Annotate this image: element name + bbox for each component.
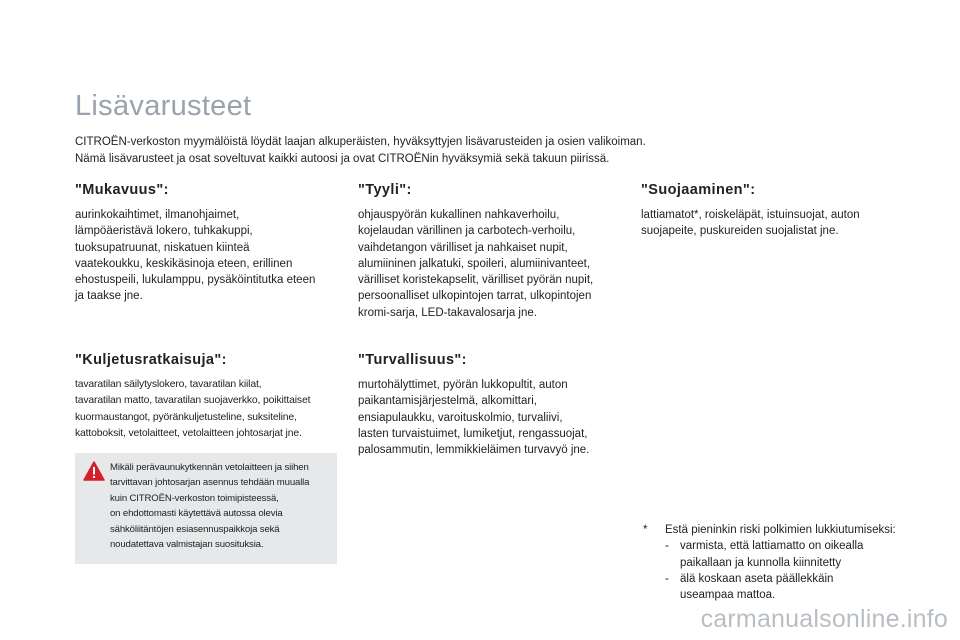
section-line: vaatekoukku, keskikäsinoja eteen, erillinen <box>75 257 293 270</box>
section-line: tavaratilan säilytyslokero, tavaratilan kiilat, <box>75 379 262 390</box>
warning-line: tarvittavan johtosarjan asennus tehdään muualla <box>110 477 310 489</box>
section-kuljetusratkaisuja <box>75 352 345 442</box>
footnote-dash: - <box>665 572 669 585</box>
section-heading: "Tyyli": <box>358 182 412 198</box>
section-line: alumiininen jalkatuki, spoileri, alumiinivanteet, <box>358 257 591 270</box>
warning-line: kuin CITROËN-verkoston toimipisteessä, <box>110 492 279 504</box>
footnote-asterisk: * <box>643 524 648 536</box>
section-heading: "Turvallisuus": <box>358 352 467 368</box>
intro-text <box>75 134 875 167</box>
warning-line: Mikäli perävaunukytkennän vetolaitteen ja siihen <box>110 462 309 473</box>
warning-box <box>75 453 337 564</box>
section-line: kattoboksit, vetolaitteet, vetolaitteen johtosarjat jne. <box>75 427 302 439</box>
warning-line: on ehdottomasti käytettävä autossa olevia <box>110 508 283 520</box>
footnote-item-line: useampaa mattoa. <box>680 589 776 602</box>
warning-line: sähköliitäntöjen esiasennuspaikkoja sekä <box>110 523 280 535</box>
section-line: tuoksupatruunat, niskatuen kiinteä <box>75 241 250 254</box>
section-line: ensiapulaukku, varoituskolmio, turvaliivi, <box>358 411 563 424</box>
footnote-text: Estä pieninkin riski polkimien lukkiutumiseksi: <box>665 524 896 536</box>
section-line: vaihdetangon värilliset ja nahkaiset nupit, <box>358 241 568 254</box>
section-line: suojapeite, puskureiden suojalistat jne. <box>641 225 839 238</box>
section-line: kojelaudan värillinen ja carbotech-verhoilu, <box>358 225 576 238</box>
intro-line: CITROËN-verkoston myymälöistä löydät laajan alkuperäisten, hyväksyttyjen lisävarusteiden ja osien valikoiman. <box>75 136 646 148</box>
footnote-item <box>665 538 933 571</box>
footnote <box>643 522 933 603</box>
footnote-list <box>643 538 933 603</box>
section-turvallisuus <box>358 352 628 458</box>
section-line: murtohälyttimet, pyörän lukkopultit, auton <box>358 379 568 391</box>
footnote-item-line: varmista, että lattiamatto on oikealla <box>680 540 864 553</box>
footnote-item <box>665 571 933 604</box>
section-heading: "Kuljetusratkaisuja": <box>75 352 227 368</box>
section-line: lämpöäeristävä lokero, tuhkakuppi, <box>75 225 253 238</box>
section-tyyli <box>358 182 628 321</box>
section-line: värilliset koristekapselit, värilliset pyörän nupit, <box>358 274 594 287</box>
section-line: ohjauspyörän kukallinen nahkaverhoilu, <box>358 209 560 221</box>
section-line: lattiamatot*, roiskeläpät, istuinsuojat, auton <box>641 209 860 221</box>
warning-exclamation-icon <box>83 461 105 481</box>
warning-text <box>110 460 330 552</box>
section-line: kromi-sarja, LED-takavalosarja jne. <box>358 306 537 319</box>
footnote-row <box>643 522 933 538</box>
section-suojaaminen <box>641 182 911 240</box>
warning-line: noudatettava valmistajan suosituksia. <box>110 539 264 551</box>
footnote-item-line: paikallaan ja kunnolla kiinnitetty <box>680 556 842 569</box>
section-line: tavaratilan matto, tavaratilan suojaverkko, poikittaiset <box>75 395 311 407</box>
section-line: ja taakse jne. <box>75 290 143 303</box>
section-line: ehostuspeili, lukulamppu, pysäköintitutka eteen <box>75 274 316 287</box>
section-line: kuormaustangot, pyöränkuljetusteline, suksiteline, <box>75 411 297 423</box>
watermark: carmanualsonline.info <box>700 605 948 633</box>
footnote-item-line: älä koskaan aseta päällekkäin <box>680 572 834 585</box>
footnote-dash: - <box>665 540 669 553</box>
section-line: palosammutin, lemmikkieläimen turvavyö jne. <box>358 444 590 457</box>
section-line: lasten turvaistuimet, lumiketjut, rengassuojat, <box>358 427 588 440</box>
section-line: aurinkokaihtimet, ilmanohjaimet, <box>75 209 240 221</box>
section-line: paikantamisjärjestelmä, alkomittari, <box>358 395 537 408</box>
page-title: Lisävarusteet <box>75 90 252 122</box>
intro-line: Nämä lisävarusteet ja osat soveltuvat kaikki autoosi ja ovat CITROËNin hyväksymiä sekä takuun piirissä. <box>75 152 610 165</box>
section-heading: "Mukavuus": <box>75 182 169 198</box>
section-heading: "Suojaaminen": <box>641 182 756 198</box>
section-line: persoonalliset ulkopintojen tarrat, ulkopintojen <box>358 290 592 303</box>
section-mukavuus <box>75 182 340 305</box>
